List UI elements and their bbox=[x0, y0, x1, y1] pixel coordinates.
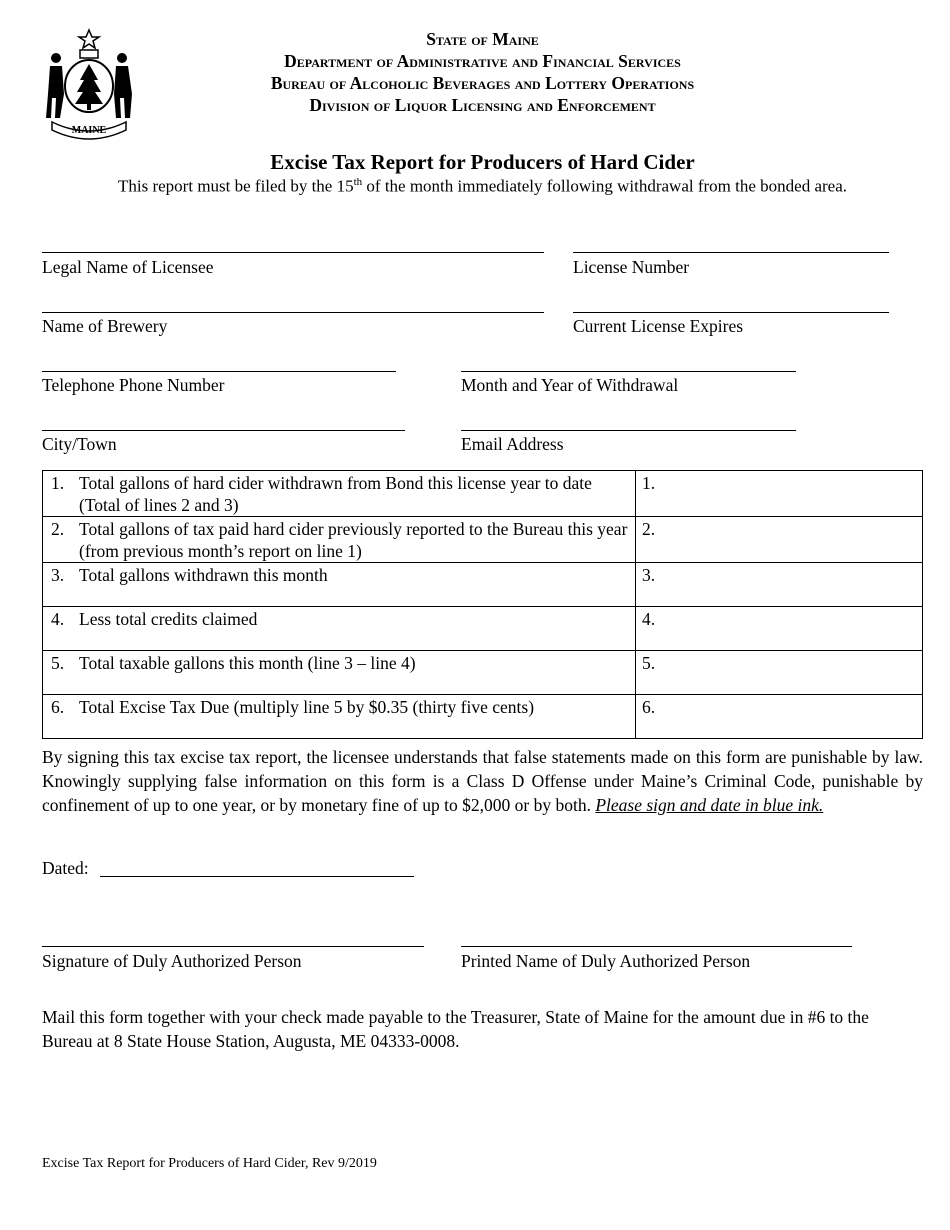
city-line[interactable] bbox=[42, 430, 405, 431]
row-description: Less total credits claimed bbox=[79, 609, 258, 629]
form-title: Excise Tax Report for Producers of Hard Cider bbox=[270, 150, 695, 174]
row-entry-cell[interactable]: 3. bbox=[636, 563, 923, 607]
seal-text: MAINE bbox=[71, 125, 107, 136]
tax-table bbox=[42, 470, 923, 739]
month-year-label: Month and Year of Withdrawal bbox=[461, 375, 679, 395]
table-row bbox=[43, 695, 923, 739]
license-number-line[interactable] bbox=[573, 252, 889, 253]
printed-name-label: Printed Name of Duly Authorized Person bbox=[461, 951, 751, 971]
table-row bbox=[43, 607, 923, 651]
row-number: 1. bbox=[51, 473, 65, 493]
license-expires-label: Current License Expires bbox=[573, 316, 744, 336]
table-row bbox=[43, 471, 923, 517]
row-number: 2. bbox=[51, 519, 65, 539]
telephone-line[interactable] bbox=[42, 371, 396, 372]
dated-line[interactable] bbox=[100, 876, 414, 877]
table-row bbox=[43, 563, 923, 607]
email-label: Email Address bbox=[461, 434, 564, 454]
row-number: 3. bbox=[51, 565, 65, 585]
row-entry-cell[interactable]: 5. bbox=[636, 651, 923, 695]
table-row bbox=[43, 517, 923, 563]
brewery-name-label: Name of Brewery bbox=[42, 316, 168, 336]
header-state: State of Maine bbox=[426, 29, 539, 49]
license-expires-line[interactable] bbox=[573, 312, 889, 313]
row-number: 6. bbox=[51, 697, 65, 717]
row-description: Total Excise Tax Due (multiply line 5 by $0.35 (thirty five cents) bbox=[79, 697, 535, 717]
footer-revision: Excise Tax Report for Producers of Hard Cider, Rev 9/2019 bbox=[42, 1156, 377, 1171]
row-description: Total gallons withdrawn this month bbox=[79, 565, 328, 585]
header-bureau: Bureau of Alcoholic Beverages and Lottery Operations bbox=[270, 73, 695, 93]
signature-line[interactable] bbox=[42, 946, 424, 947]
form-subtitle: This report must be filed by the 15th of the month immediately following withdrawal from the bonded area. bbox=[118, 176, 847, 196]
header-division: Division of Liquor Licensing and Enforcement bbox=[309, 95, 656, 115]
sign-instruction: Please sign and date in blue ink. bbox=[595, 795, 824, 815]
row-description: Total gallons of tax paid hard cider previously reported to the Bureau this year (from previous month’s report on line 1) bbox=[79, 519, 628, 561]
row-number: 5. bbox=[51, 653, 65, 673]
row-description: Total taxable gallons this month (line 3 – line 4) bbox=[79, 653, 416, 673]
telephone-label: Telephone Phone Number bbox=[42, 375, 225, 395]
printed-name-line[interactable] bbox=[461, 946, 852, 947]
table-row bbox=[43, 651, 923, 695]
legal-name-line[interactable] bbox=[42, 252, 544, 253]
header-department: Department of Administrative and Financial Services bbox=[284, 51, 681, 71]
row-entry-cell[interactable]: 4. bbox=[636, 607, 923, 651]
brewery-name-line[interactable] bbox=[42, 312, 544, 313]
row-entry-cell[interactable]: 2. bbox=[636, 517, 923, 563]
license-number-label: License Number bbox=[573, 257, 690, 277]
row-entry-cell[interactable]: 1. bbox=[636, 471, 923, 517]
signature-label: Signature of Duly Authorized Person bbox=[42, 951, 302, 971]
legal-name-label: Legal Name of Licensee bbox=[42, 257, 214, 277]
legal-statement: By signing this tax excise tax report, the licensee understands that false statements made on this form are punishable by law. Knowingly supplying false information on this form is a Class D Offense under Maine’s Criminal Code, punishable by confinement of up to one year, or by monetary fine of up to $2,000 or by both. Please sign and date in blue ink. bbox=[42, 747, 923, 815]
dated-label: Dated: bbox=[42, 858, 89, 878]
row-number: 4. bbox=[51, 609, 65, 629]
row-description: Total gallons of hard cider withdrawn from Bond this license year to date (Total of lines 2 and 3) bbox=[79, 473, 592, 515]
row-entry-cell[interactable]: 6. bbox=[636, 695, 923, 739]
mail-instructions: Mail this form together with your check made payable to the Treasurer, State of Maine for the amount due in #6 to the Bureau at 8 State House Station, Augusta, ME 04333-0008. bbox=[42, 1007, 869, 1051]
month-year-line[interactable] bbox=[461, 371, 796, 372]
city-label: City/Town bbox=[42, 434, 117, 454]
email-line[interactable] bbox=[461, 430, 796, 431]
